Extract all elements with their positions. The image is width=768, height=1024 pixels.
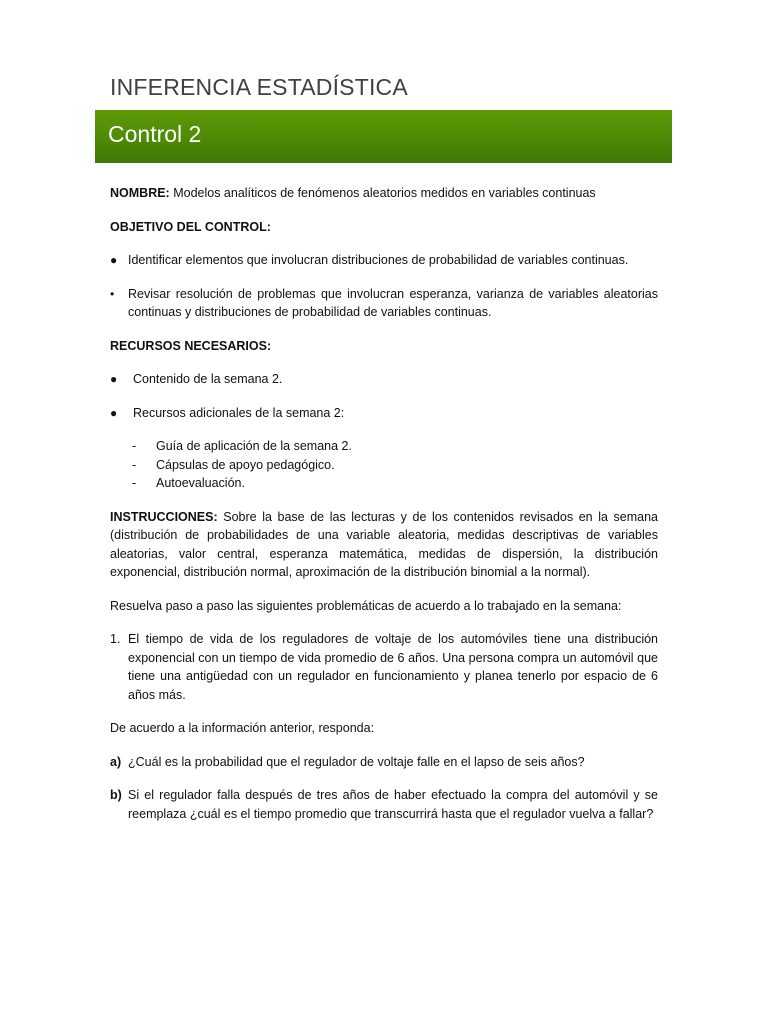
dash-icon: -: [132, 457, 137, 472]
bullet-icon: ●: [110, 253, 118, 267]
problema-item: [110, 630, 658, 704]
bullet-icon: ●: [110, 372, 118, 386]
control-banner: [95, 110, 672, 163]
instrucciones-label: INSTRUCCIONES:: [110, 509, 218, 524]
objetivo-heading: OBJETIVO DEL CONTROL:: [110, 219, 271, 234]
pregunta-label: a): [110, 754, 122, 769]
preguntas-intro: De acuerdo a la información anterior, responda:: [110, 721, 375, 735]
pregunta-item: [110, 786, 658, 823]
document-body: [110, 184, 658, 823]
course-title: INFERENCIA ESTADÍSTICA: [110, 74, 408, 100]
instrucciones-text: Sobre la base de las lecturas y de los contenidos revisados en la semana (distribución de probabilidades de una variable aleatoria, medidas descriptivas de variables aleatorias, valor central, esperanza matemática, medidas de dispersión, la distribución exponencial, distribución normal, aproximación de la distribución binomial a la normal).: [110, 509, 658, 579]
recursos-sub-item-text: Autoevaluación.: [156, 476, 245, 490]
objetivo-item-text: Identificar elementos que involucran distribuciones de probabilidad de variables continuas.: [128, 253, 629, 267]
nombre-label: NOMBRE:: [110, 186, 170, 200]
recursos-sub-item: [132, 456, 658, 475]
recursos-sub-item: [132, 437, 658, 456]
instrucciones-intro: Resuelva paso a paso las siguientes problemáticas de acuerdo a lo trabajado en la semana:: [110, 598, 622, 613]
pregunta-item: [110, 753, 658, 772]
objetivo-item: [110, 285, 658, 322]
recursos-item-text: Recursos adicionales de la semana 2:: [133, 405, 345, 420]
bullet-icon: •: [110, 286, 115, 301]
nombre-line: [110, 184, 658, 203]
instrucciones-paragraph: [110, 508, 658, 582]
recursos-sub-item-text: Guía de aplicación de la semana 2.: [156, 439, 352, 453]
recursos-sub-item: [132, 474, 658, 493]
objetivo-item: [110, 251, 658, 270]
recursos-sub-list: [110, 437, 658, 493]
recursos-heading: RECURSOS NECESARIOS:: [110, 338, 272, 353]
bullet-icon: ●: [110, 405, 118, 420]
dash-icon: -: [132, 476, 137, 490]
objetivo-item-text: Revisar resolución de problemas que involucran esperanza, varianza de variables aleatorias continuas y distribuciones de probabilidad de variables continuas.: [128, 286, 658, 319]
problema-number: 1.: [110, 632, 121, 646]
recursos-sub-item-text: Cápsulas de apoyo pedagógico.: [156, 457, 335, 472]
banner-title: Control 2: [108, 121, 202, 147]
pregunta-label: b): [110, 788, 122, 802]
problema-text: El tiempo de vida de los reguladores de voltaje de los automóviles tiene una distribución exponencial con un tiempo de vida promedio de 6 años. Una persona compra un automóvil que tiene una antigüedad con un regulador en funcionamiento y planea tenerlo por espacio de 6 años más.: [128, 632, 658, 702]
pregunta-text: ¿Cuál es la probabilidad que el regulador de voltaje falle en el lapso de seis años?: [128, 754, 585, 769]
nombre-value: Modelos analíticos de fenómenos aleatorios medidos en variables continuas: [173, 186, 596, 200]
dash-icon: -: [132, 439, 137, 453]
recursos-item-text: Contenido de la semana 2.: [133, 372, 283, 386]
recursos-item: [110, 404, 658, 423]
recursos-item: [110, 370, 658, 389]
pregunta-text: Si el regulador falla después de tres años de haber efectuado la compra del automóvil y se reemplaza ¿cuál es el tiempo promedio que transcurrirá hasta que el regulador vuelva a fallar?: [128, 788, 658, 821]
